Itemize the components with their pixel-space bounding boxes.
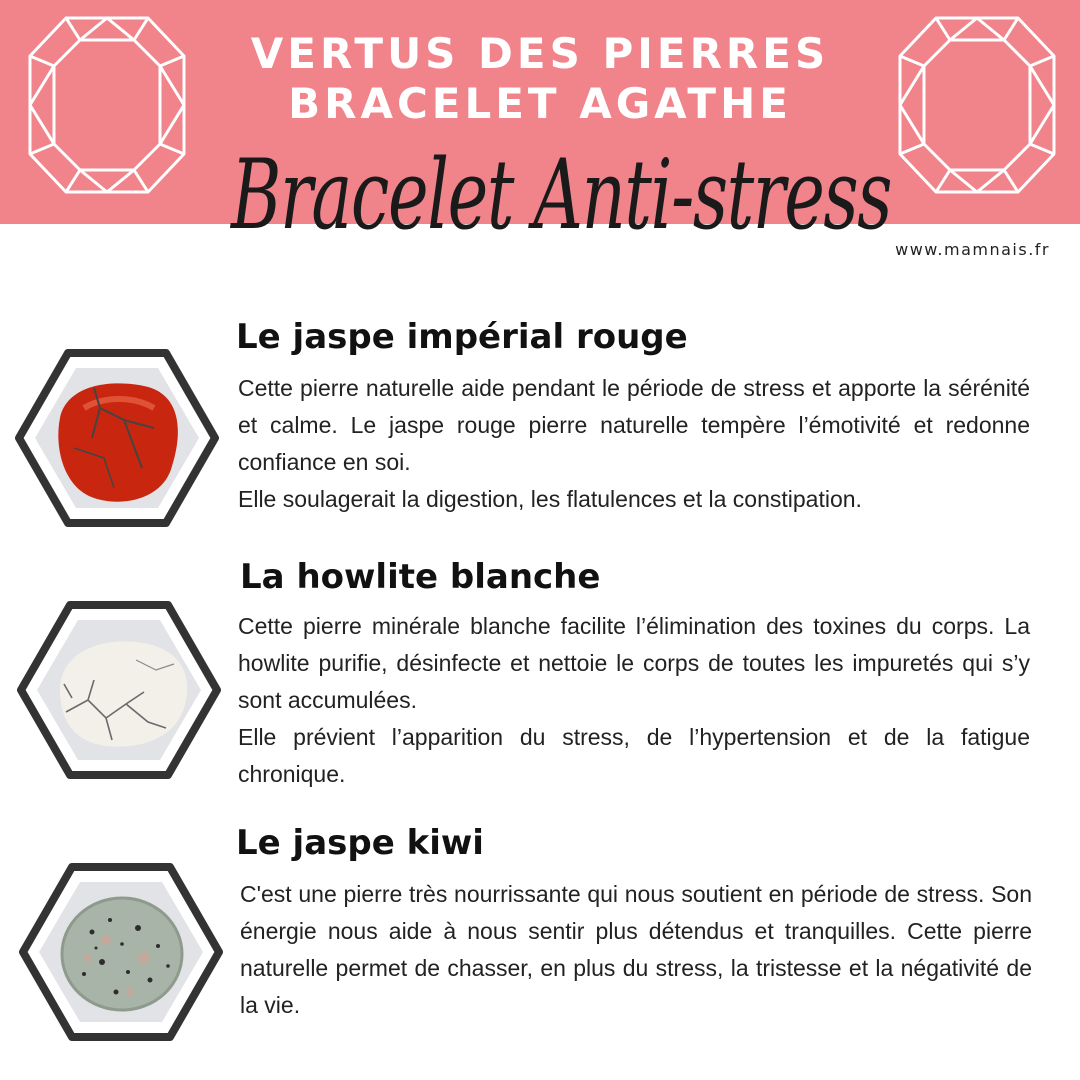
description-paragraph: C'est une pierre très nourrissante qui nous soutient en période de stress. Son énergie nous aide à nous sentir plus détendus et tranquilles. Cette pierre naturelle permet de chasser, en plus du stress, la tristesse et la négativité de la vie. [240,881,1032,1018]
description-paragraph: Cette pierre naturelle aide pendant le période de stress et apporte la sérénité et calme. Le jaspe rouge pierre naturelle tempère l’émotivité et redonne confiance en soi. [238,375,1030,475]
description-paragraph: Elle soulagerait la digestion, les flatulences et la constipation. [238,486,862,512]
main-title-line-1: VERTUS DES PIERRES [250,29,830,78]
script-title [216,118,906,278]
red-jasper-stone-image [14,348,220,528]
description-paragraph: Cette pierre minérale blanche facilite l’élimination des toxines du corps. La howlite purifie, désinfecte et nettoie le corps de toutes les impuretés qui s’y sont accumulées. [238,613,1030,713]
script-title-text: Bracelet Anti-stress [229,139,892,251]
main-title-line-2: BRACELET AGATHE [288,79,792,128]
section-description [240,876,1032,1024]
section-description [238,608,1030,793]
white-howlite-stone-image [16,600,222,780]
section-title: La howlite blanche [240,557,601,597]
section-description [238,370,1030,518]
kiwi-jasper-stone-image [18,862,224,1042]
section-title: Le jaspe impérial rouge [236,317,688,357]
description-paragraph: Elle prévient l’apparition du stress, de l’hypertension et de la fatigue chronique. [238,724,1030,787]
section-title: Le jaspe kiwi [236,823,484,863]
website-url: www.mamnais.fr [895,240,1050,259]
